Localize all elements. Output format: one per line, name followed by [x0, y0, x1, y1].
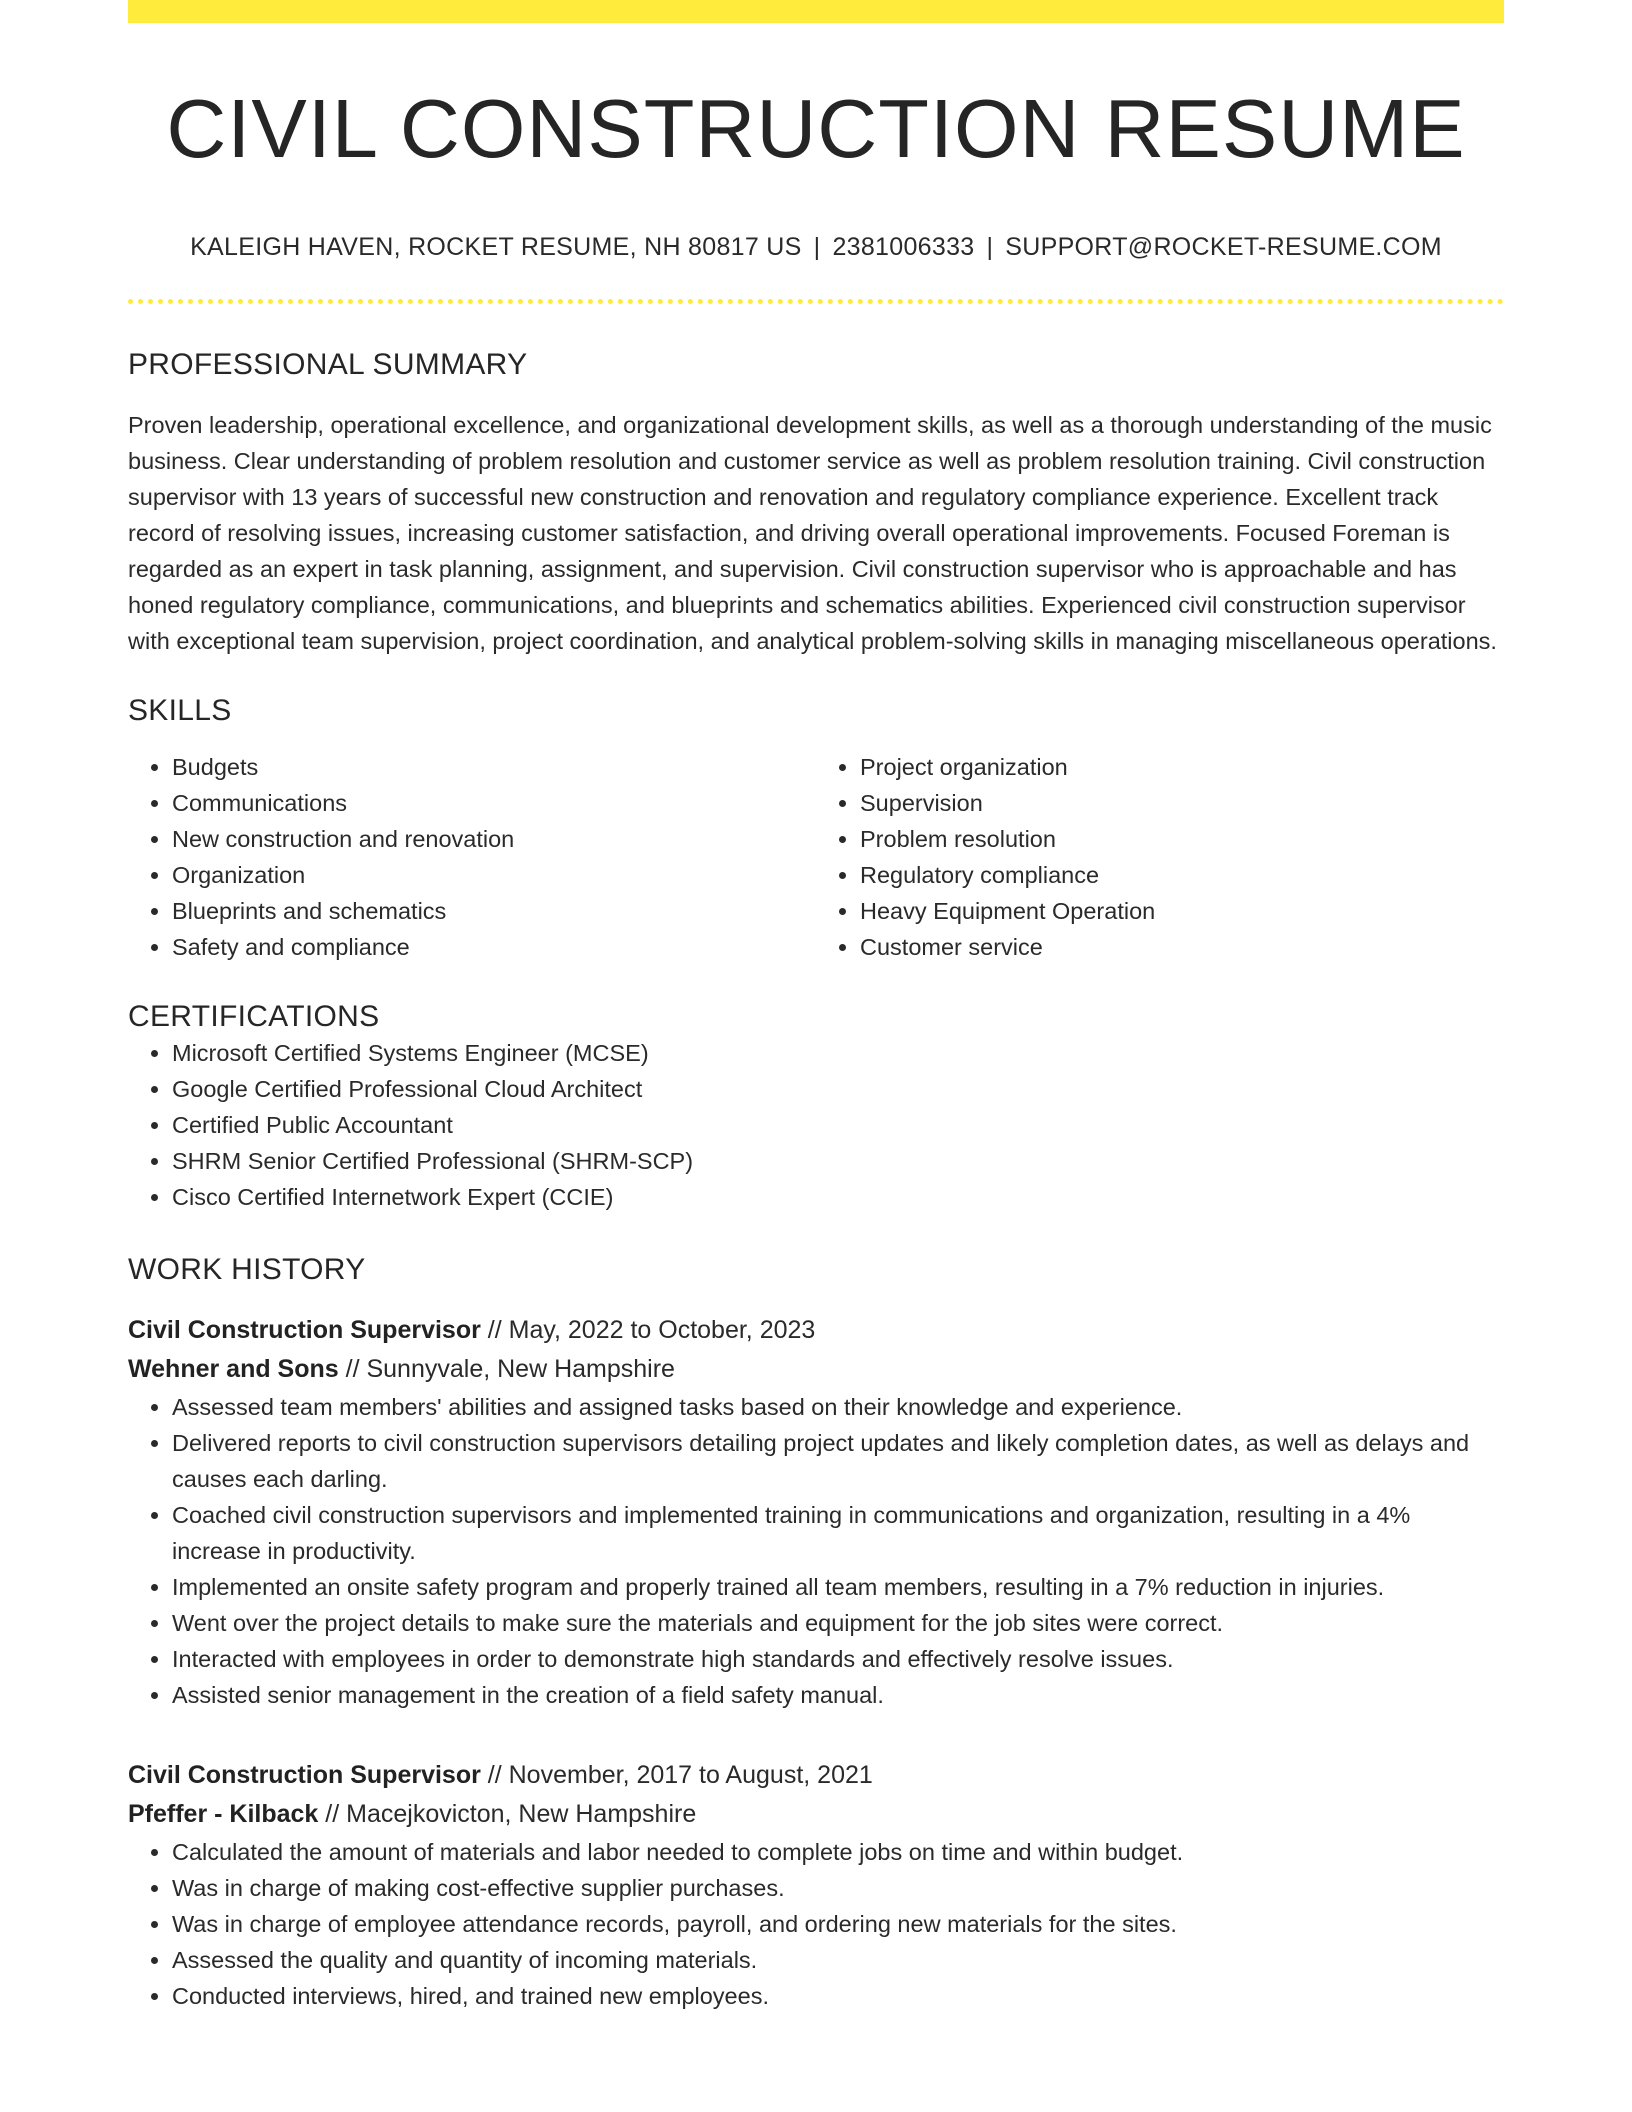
job-bullet: • Calculated the amount of materials and labor needed to complete jobs on time and within budget.	[172, 1834, 1504, 1870]
dotted-divider	[128, 299, 1504, 304]
contact-address: KALEIGH HAVEN, ROCKET RESUME, NH 80817 US	[190, 233, 802, 262]
job-title-line	[128, 1311, 1504, 1350]
skills-heading: SKILLS	[128, 694, 232, 728]
skill-item: • Blueprints and schematics	[172, 893, 816, 929]
skill-item: • Budgets	[172, 749, 816, 785]
top-accent-bar	[128, 0, 1504, 23]
certification-item: • Cisco Certified Internetwork Expert (CCIE)	[172, 1179, 1504, 1215]
job-dates: // May, 2022 to October, 2023	[480, 1316, 816, 1345]
job-dates: // November, 2017 to August, 2021	[480, 1761, 873, 1790]
job-location: // Sunnyvale, New Hampshire	[338, 1355, 675, 1384]
contact-line	[128, 232, 1504, 262]
job-entry	[128, 1756, 1504, 2014]
job-entry	[128, 1311, 1504, 1713]
job-title: Civil Construction Supervisor	[128, 1761, 481, 1790]
contact-email: SUPPORT@ROCKET-RESUME.COM	[1005, 233, 1442, 262]
job-bullet: • Went over the project details to make sure the materials and equipment for the job sites were correct.	[172, 1605, 1504, 1641]
job-bullet: • Coached civil construction supervisors and implemented training in communications and organization, resulting in a 4% increase in productivity.	[172, 1497, 1504, 1569]
contact-separator: |	[813, 233, 821, 262]
resume-page	[128, 0, 1504, 2014]
contact-phone: 2381006333	[832, 233, 975, 262]
work-history-heading: WORK HISTORY	[128, 1253, 366, 1287]
skill-item: • Regulatory compliance	[860, 857, 1504, 893]
skill-item: • Heavy Equipment Operation	[860, 893, 1504, 929]
job-company: Pfeffer - Kilback	[128, 1800, 319, 1829]
skill-item: • Organization	[172, 857, 816, 893]
certification-item: • Google Certified Professional Cloud Architect	[172, 1071, 1504, 1107]
certification-item: • SHRM Senior Certified Professional (SHRM-SCP)	[172, 1143, 1504, 1179]
job-bullet: • Delivered reports to civil construction supervisors detailing project updates and likely completion dates, as well as delays and causes each darling.	[172, 1425, 1504, 1497]
job-bullet: • Assisted senior management in the creation of a field safety manual.	[172, 1677, 1504, 1713]
job-bullet: • Was in charge of employee attendance records, payroll, and ordering new materials for the sites.	[172, 1906, 1504, 1942]
job-bullet: • Interacted with employees in order to demonstrate high standards and effectively resolve issues.	[172, 1641, 1504, 1677]
skills-right-list	[816, 749, 1504, 965]
certifications-list	[128, 1035, 1504, 1215]
job-bullets	[128, 1389, 1504, 1713]
contact-separator: |	[986, 233, 994, 262]
job-bullet: • Assessed the quality and quantity of incoming materials.	[172, 1942, 1504, 1978]
skills-columns	[128, 749, 1504, 965]
resume-title: CIVIL CONSTRUCTION RESUME	[166, 82, 1466, 175]
job-location: // Macejkovicton, New Hampshire	[318, 1800, 697, 1829]
skill-item: • Project organization	[860, 749, 1504, 785]
job-company-line	[128, 1350, 1504, 1389]
skill-item: • Supervision	[860, 785, 1504, 821]
certification-item: • Certified Public Accountant	[172, 1107, 1504, 1143]
skill-item: • Safety and compliance	[172, 929, 816, 965]
skill-item: • Customer service	[860, 929, 1504, 965]
job-bullet: • Implemented an onsite safety program and properly trained all team members, resulting in a 7% reduction in injuries.	[172, 1569, 1504, 1605]
certifications-heading: CERTIFICATIONS	[128, 1000, 380, 1034]
summary-heading: PROFESSIONAL SUMMARY	[128, 348, 528, 382]
summary-text: Proven leadership, operational excellence, and organizational development skills, as well as a thorough understanding of the music business. Clear understanding of problem resolution and customer service as well as problem resolution training. Civil construction supervisor with 13 years of successful new construction and renovation and regulatory compliance experience. Excellent track record of resolving issues, increasing customer satisfaction, and driving overall operational improvements. Focused Foreman is regarded as an expert in task planning, assignment, and supervision. Civil construction supervisor who is approachable and has honed regulatory compliance, communications, and blueprints and schematics abilities. Experienced civil construction supervisor with exceptional team supervision, project coordination, and analytical problem-solving skills in managing miscellaneous operations.	[128, 412, 1497, 655]
job-bullet: • Was in charge of making cost-effective supplier purchases.	[172, 1870, 1504, 1906]
certification-item: • Microsoft Certified Systems Engineer (MCSE)	[172, 1035, 1504, 1071]
skills-left-list	[128, 749, 816, 965]
skill-item: • Communications	[172, 785, 816, 821]
job-title-line	[128, 1756, 1504, 1795]
job-title: Civil Construction Supervisor	[128, 1316, 481, 1345]
job-bullet: • Assessed team members' abilities and assigned tasks based on their knowledge and experience.	[172, 1389, 1504, 1425]
job-bullets	[128, 1834, 1504, 2014]
skill-item: • New construction and renovation	[172, 821, 816, 857]
job-company-line	[128, 1795, 1504, 1834]
skill-item: • Problem resolution	[860, 821, 1504, 857]
job-bullet: • Conducted interviews, hired, and trained new employees.	[172, 1978, 1504, 2014]
job-company: Wehner and Sons	[128, 1355, 339, 1384]
